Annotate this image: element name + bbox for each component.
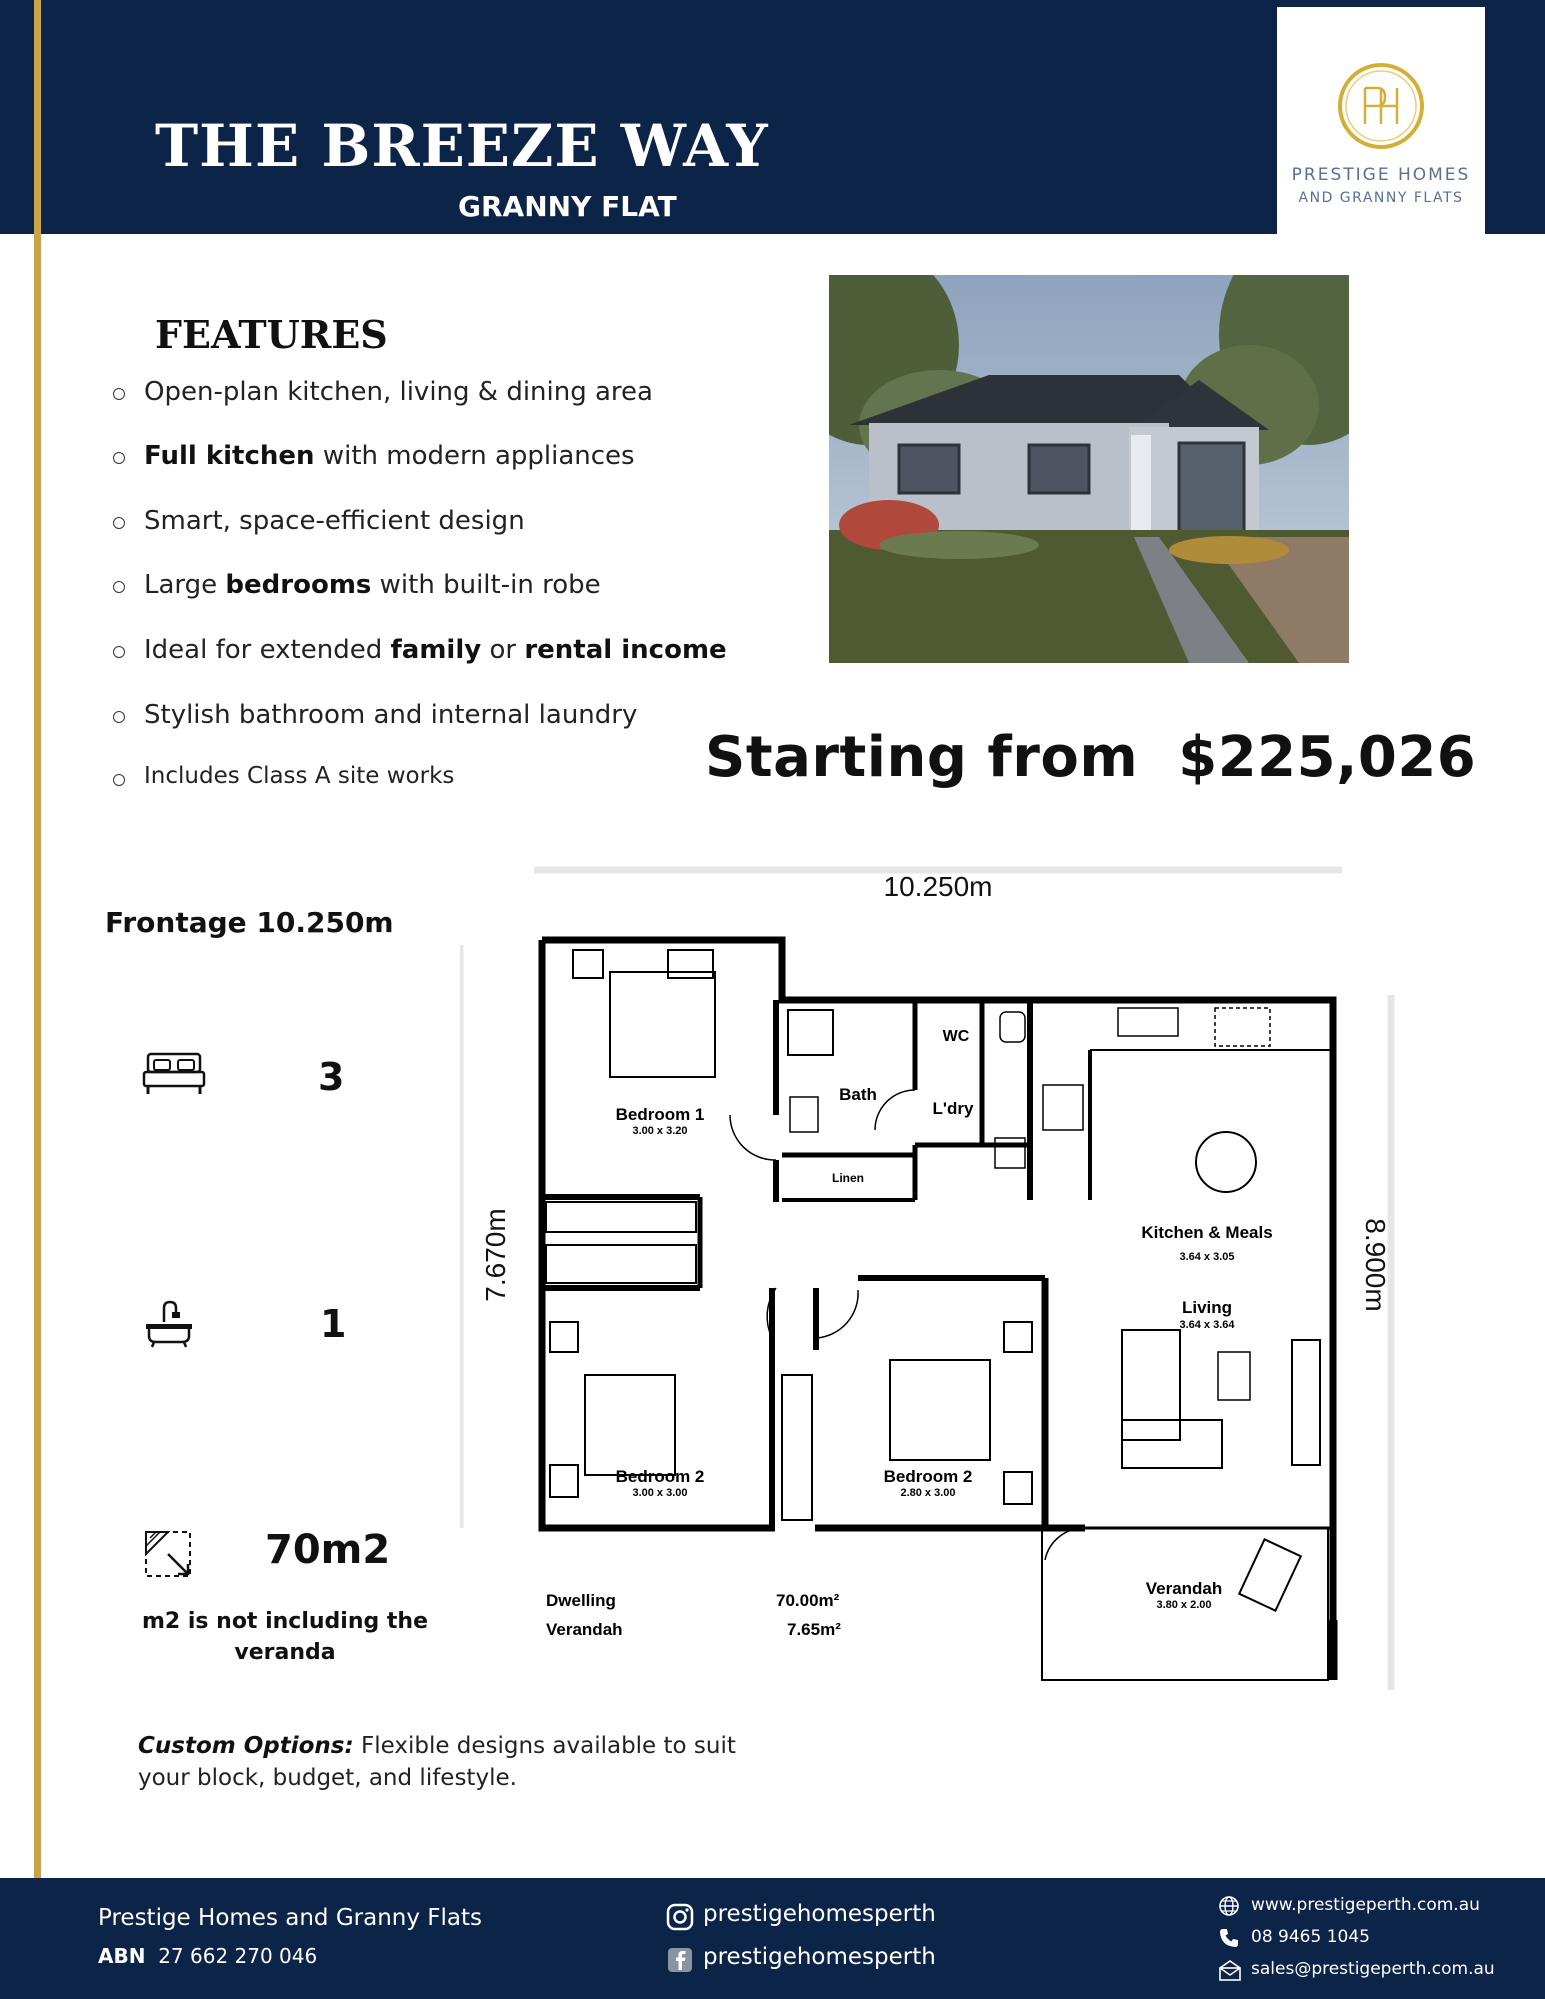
bath-icon bbox=[144, 1300, 194, 1348]
email-address[interactable]: sales@prestigeperth.com.au bbox=[1251, 1959, 1495, 1979]
feature-emphasis: family bbox=[390, 635, 482, 665]
feature-fragment: Stylish bathroom and internal laundry bbox=[144, 700, 638, 730]
bedroom2b-size: 2.80 x 3.00 bbox=[900, 1487, 956, 1499]
feature-fragment: with modern appliances bbox=[314, 441, 635, 471]
bullet-circle-icon bbox=[113, 581, 125, 593]
room-labels bbox=[546, 1028, 1273, 1639]
email-icon bbox=[1218, 1959, 1242, 1981]
left-depth-label: 7.670m bbox=[480, 1208, 511, 1302]
logo-monogram-icon bbox=[1337, 62, 1425, 150]
feature-text bbox=[144, 441, 635, 471]
logo-company-tagline: AND GRANNY FLATS bbox=[1298, 190, 1464, 206]
logo-company-name: PRESTIGE HOMES bbox=[1291, 165, 1471, 185]
features-heading: FEATURES bbox=[155, 312, 388, 357]
instagram-icon[interactable] bbox=[666, 1903, 694, 1931]
feature-fragment: or bbox=[481, 635, 525, 665]
footer bbox=[0, 1878, 1545, 1999]
custom-options-label: Custom Options: bbox=[138, 1733, 354, 1759]
price-value: $225,026 bbox=[1178, 725, 1477, 790]
bath-label: Bath bbox=[839, 1085, 877, 1104]
page-title: THE BREEZE WAY bbox=[155, 112, 769, 180]
floor-plan bbox=[460, 860, 1460, 1710]
bullet-circle-icon bbox=[113, 711, 125, 723]
bullet-circle-icon bbox=[113, 646, 125, 658]
bedroom2b-label: Bedroom 2 bbox=[883, 1467, 973, 1486]
feature-text bbox=[144, 700, 637, 730]
footer-company-name: Prestige Homes and Granny Flats bbox=[98, 1905, 482, 1931]
feature-text bbox=[144, 506, 525, 536]
custom-options-note bbox=[138, 1730, 788, 1794]
bedroom1-size: 3.00 x 3.20 bbox=[632, 1125, 688, 1137]
bedroom-count: 3 bbox=[318, 1055, 345, 1099]
bed-icon bbox=[142, 1050, 206, 1098]
feature-text bbox=[144, 377, 653, 407]
living-label: Living bbox=[1181, 1298, 1233, 1317]
company-logo[interactable] bbox=[1277, 7, 1485, 234]
kitchen-label: Kitchen & Meals bbox=[1141, 1223, 1273, 1242]
area-icon bbox=[144, 1530, 192, 1578]
kitchen-size: 3.64 x 3.05 bbox=[1179, 1251, 1235, 1263]
verandah-label: Verandah bbox=[1145, 1579, 1223, 1598]
feature-fragment: Smart, space-efficient design bbox=[144, 506, 525, 536]
dwelling-area-value: 70.00m² bbox=[776, 1591, 840, 1610]
abn-value: 27 662 270 046 bbox=[158, 1944, 318, 1968]
feature-emphasis: bedrooms bbox=[225, 570, 372, 600]
phone-icon bbox=[1218, 1927, 1240, 1949]
globe-icon bbox=[1218, 1895, 1240, 1917]
floor-area: 70m2 bbox=[265, 1527, 391, 1573]
bullet-circle-icon bbox=[113, 452, 125, 464]
feature-text bbox=[144, 570, 601, 600]
bedroom1-label: Bedroom 1 bbox=[615, 1105, 705, 1124]
wc-label: WC bbox=[942, 1028, 970, 1045]
abn-label: ABN bbox=[98, 1944, 146, 1968]
feature-fragment: Ideal for extended bbox=[144, 635, 391, 665]
feature-emphasis: Full kitchen bbox=[144, 441, 315, 471]
dwelling-area-label: Dwelling bbox=[546, 1591, 616, 1610]
feature-text bbox=[144, 763, 454, 789]
laundry-label: L'dry bbox=[932, 1099, 974, 1118]
bedroom2a-size: 3.00 x 3.00 bbox=[632, 1487, 688, 1499]
width-label: 10.250m bbox=[883, 871, 993, 902]
feature-emphasis: rental income bbox=[524, 635, 727, 665]
gold-accent-stripe bbox=[34, 0, 41, 1999]
website-link[interactable]: www.prestigeperth.com.au bbox=[1251, 1895, 1480, 1915]
frontage-label: Frontage 10.250m bbox=[105, 906, 394, 939]
right-depth-label: 8.900m bbox=[1360, 1218, 1391, 1312]
instagram-handle[interactable]: prestigehomesperth bbox=[703, 1901, 936, 1927]
bullet-circle-icon bbox=[113, 774, 125, 786]
area-note: m2 is not including the veranda bbox=[141, 1609, 429, 1665]
facebook-handle[interactable]: prestigehomesperth bbox=[703, 1944, 936, 1970]
bullet-circle-icon bbox=[113, 388, 125, 400]
bedroom2a-label: Bedroom 2 bbox=[615, 1467, 705, 1486]
feature-fragment: Includes Class A site works bbox=[144, 763, 455, 789]
house-render-image bbox=[829, 275, 1349, 663]
facebook-icon[interactable] bbox=[666, 1946, 694, 1974]
feature-text bbox=[144, 635, 727, 665]
verandah-size: 3.80 x 2.00 bbox=[1156, 1599, 1212, 1611]
verandah-area-label: Verandah bbox=[546, 1620, 623, 1639]
page-subtitle: GRANNY FLAT bbox=[458, 190, 677, 223]
living-size: 3.64 x 3.64 bbox=[1179, 1319, 1235, 1331]
linen-label: Linen bbox=[832, 1171, 864, 1185]
price-label: Starting from bbox=[705, 725, 1139, 790]
starting-price bbox=[705, 725, 1476, 790]
phone-number[interactable]: 08 9465 1045 bbox=[1251, 1927, 1370, 1947]
bullet-circle-icon bbox=[113, 517, 125, 529]
bathroom-count: 1 bbox=[320, 1302, 347, 1346]
custom-options-text: Flexible designs available to suit your block, budget, and lifestyle. bbox=[138, 1733, 736, 1791]
verandah-area-value: 7.65m² bbox=[787, 1620, 841, 1639]
footer-abn bbox=[98, 1944, 317, 1968]
feature-fragment: with built-in robe bbox=[371, 570, 601, 600]
feature-fragment: Open-plan kitchen, living & dining area bbox=[144, 377, 653, 407]
feature-fragment: Large bbox=[144, 570, 226, 600]
